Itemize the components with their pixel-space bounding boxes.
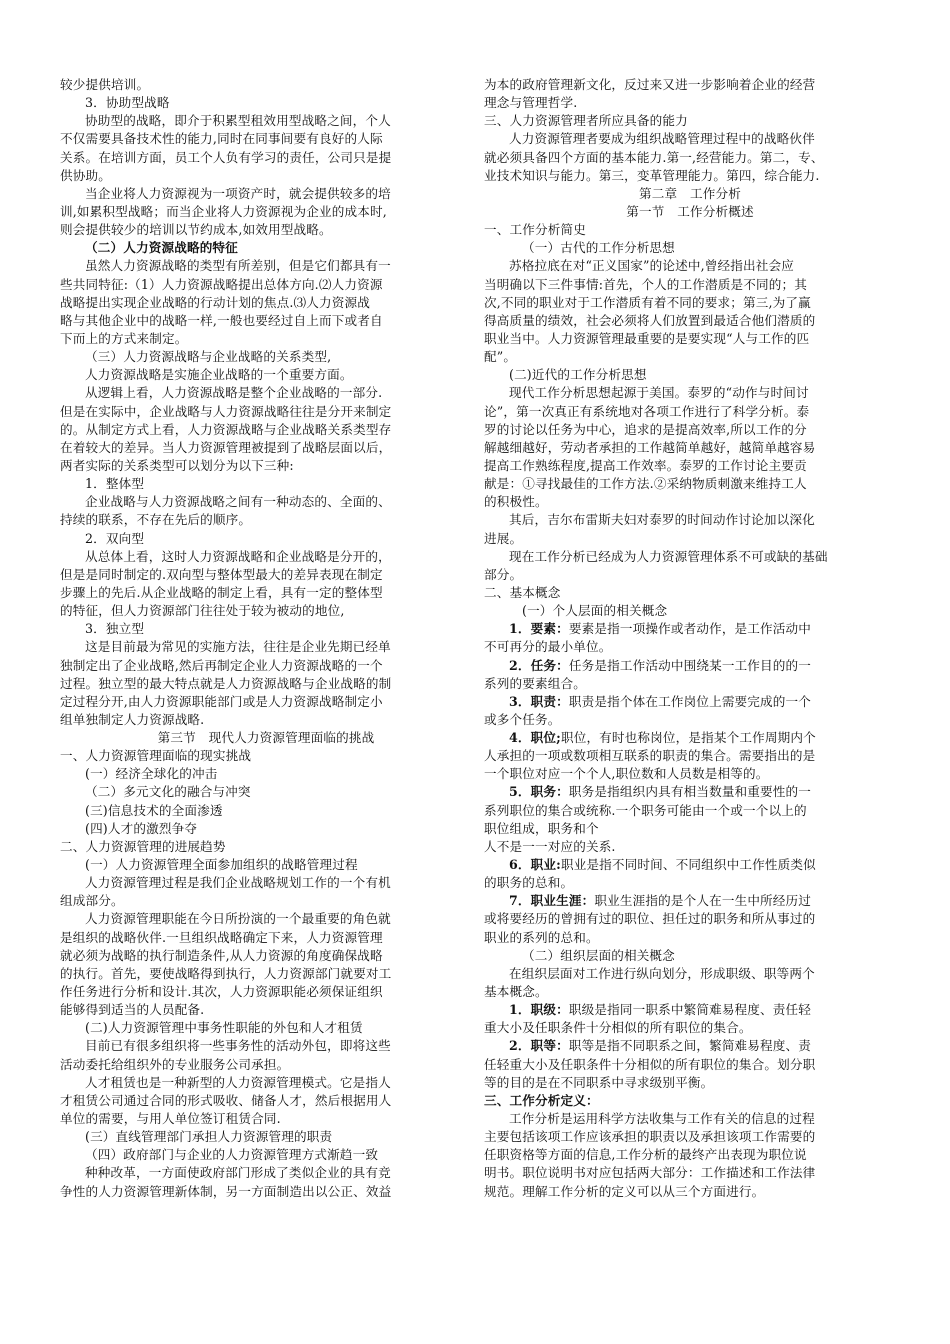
left-column-line: 训,如累积型战略；而当企业将人力资源视为企业的成本时,	[60, 203, 387, 219]
left-column-line: 争性的人力资源管理新体制，另一方面制造出以公正、效益	[60, 1183, 392, 1199]
left-column-line: 的特征，但人力资源部门往往处于较为被动的地位,	[60, 603, 345, 619]
left-column-line: 不仅需要具备技术性的能力,同时在同事间要有良好的人际	[60, 131, 383, 147]
term-definition: 职业生涯指的是个人在一生中所经历过	[594, 893, 812, 909]
right-column-line: 基本概念。	[484, 984, 548, 1000]
left-column-line: 从总体上看，这时人力资源战略和企业战略是分开的，	[85, 548, 391, 564]
right-column-line: 理念与管理哲学.	[484, 95, 578, 111]
right-column-line	[484, 729, 896, 747]
left-column-line: 3．独立型	[85, 621, 145, 637]
left-column-line: 战略提出实现企业战略的行动计划的焦点.⑶人力资源战	[60, 294, 371, 310]
right-column-line: (一）个人层面的相关概念	[522, 603, 668, 619]
right-column-line	[484, 1001, 896, 1019]
right-column-line: 就必须具备四个方面的基本能力.第一,经营能力。第二，专、	[484, 149, 824, 165]
left-column-line: 组成部分。	[60, 893, 124, 909]
right-column-line: 第二章 工作分析	[639, 185, 741, 201]
term-definition: 职业是指不同时间、不同组织中工作性质类似	[560, 857, 816, 873]
term-definition: 职位，有时也称岗位，是指某个工作周期内个	[560, 730, 816, 746]
term-definition: 任务是指工作活动中围绕某一工作目的的一	[568, 657, 812, 673]
right-column-line	[484, 693, 896, 711]
left-column-line: 下而上的方式来制定。	[60, 330, 188, 346]
left-column-line: 则会提供较少的培训以节约成本,如效用型战略。	[60, 222, 332, 238]
left-column-line: 就必须为战略的执行制造条件,从人力资源的角度确保战略	[60, 947, 383, 963]
right-column-line: 系列职位的集合或统称.一个职务可能由一个或一个以上的	[484, 802, 807, 818]
left-column-line: 才租赁公司通过合同的形式吸收、储备人才，然后根据用人	[60, 1092, 392, 1108]
left-column-line: 两者实际的关系类型可以划分为以下三种:	[60, 457, 294, 473]
left-column-line: 能够得到适当的人员配备.	[60, 1002, 205, 1018]
right-column-line: 任职资格等方面的信息,工作分析的最终产出表现为职位说	[484, 1147, 807, 1163]
left-column-line: 的执行。首先，要使战略得到执行，人力资源部门就要对工	[60, 965, 392, 981]
left-column-line: 持续的联系，不存在先后的顺序。	[60, 512, 252, 528]
left-column-line: 企业战略与人力资源战略之间有一种动态的、全面的、	[85, 494, 391, 510]
left-column-line: 过程。独立型的最大特点就是人力资源战略与企业战略的制	[60, 675, 392, 691]
right-column-line	[484, 1037, 896, 1055]
right-column-line: 一个职位对应一个个人,职位数和人员数是相等的。	[484, 766, 769, 782]
right-column-line: 第一节 工作分析概述	[626, 203, 754, 219]
right-text-column	[484, 76, 896, 1201]
right-column-line: 的职务的总和。	[484, 875, 574, 891]
term-label: 3．职责：	[509, 693, 569, 709]
left-column-line: 定过程分开,由人力资源职能部门或是人力资源战略制定小	[60, 693, 383, 709]
left-column-line: 是组织的战略伙伴.一旦组织战略确定下来，人力资源管理	[60, 929, 383, 945]
left-column-line: (一）人力资源管理全面参加组织的战略管理过程	[85, 857, 358, 873]
right-column-line: 现代工作分析思想起源于美国。泰罗的“动作与时间讨	[509, 385, 809, 401]
right-column-line: 二、基本概念	[484, 584, 561, 600]
term-definition: 职责是指个体在工作岗位上需要完成的一个	[568, 693, 812, 709]
right-column-line: 次,不同的职业对于工作潜质有着不同的要求；第三,为了赢	[484, 294, 811, 310]
right-column-line: 论”，第一次真正有系统地对各项工作进行了科学分析。泰	[484, 403, 810, 419]
left-column-line: 的。从制定方式上看，人力资源战略与企业战略关系类型存	[60, 421, 392, 437]
right-column-line: 等的目的是在不同职系中寻求级别平衡。	[484, 1074, 714, 1090]
right-column-line	[484, 783, 896, 801]
right-column-line: 系列的要素组合。	[484, 675, 586, 691]
right-column-line: 三、人力资源管理者所应具备的能力	[484, 113, 688, 129]
right-column-line: 重大小及任职条件十分相似的所有职位的集合。	[484, 1020, 752, 1036]
left-column-line: 3．协助型战略	[85, 95, 170, 111]
right-column-line: 职业当中。人力资源管理最重要的是要实现“人与工作的匹	[484, 330, 810, 346]
left-text-column	[60, 76, 472, 1201]
left-column-line: 1．整体型	[85, 476, 145, 492]
left-column-line: (三）直线管理部门承担人力资源管理的职责	[85, 1129, 333, 1145]
left-column-line: 目前已有很多组织将一些事务性的活动外包，即将这些	[85, 1038, 391, 1054]
right-column-line: 或多个任务。	[484, 711, 561, 727]
right-column-line: 苏格拉底在对“正义国家”的论述中,曾经指出社会应	[509, 258, 794, 274]
term-definition: 职级是指同一职系中繁简难易程度、责任轻	[568, 1002, 812, 1018]
right-column-line: 人力资源管理者要成为组织战略管理过程中的战略伙伴	[509, 131, 815, 147]
left-column-line: 些共同特征:（1）人力资源战略提出总体方向.⑵人力资源	[60, 276, 383, 292]
right-column-line: 一、工作分析简史	[484, 222, 586, 238]
left-column-line: 活动委托给组织外的专业服务公司承担。	[60, 1056, 290, 1072]
left-column-line: (二)人力资源管理中事务性职能的外包和人才租赁	[85, 1020, 363, 1036]
right-column-line: 或将要经历的曾拥有过的职位、担任过的职务和所从事过的	[484, 911, 816, 927]
term-label: 2．任务：	[509, 657, 569, 673]
term-definition: 职务是指组织内具有相当数量和重要性的一	[568, 784, 812, 800]
right-column-line: 规范。理解工作分析的定义可以从三个方面进行。	[484, 1183, 765, 1199]
right-column-line	[484, 892, 896, 910]
right-column-line: 的积极性。	[484, 494, 548, 510]
term-label: 7．职业生涯：	[509, 893, 595, 909]
right-column-line: 三、工作分析定义：	[484, 1092, 599, 1108]
left-column-line: 较少提供培训。	[60, 77, 150, 92]
left-column-line: 步骤上的先后.从企业战略的制定上看，具有一定的整体型	[60, 584, 383, 600]
left-column-line: 人力资源战略是实施企业战略的一个重要方面。	[85, 367, 353, 383]
right-column-line: 在组织层面对工作进行纵向划分，形成职级、职等两个	[509, 965, 815, 981]
term-definition: 要素是指一项操作或者动作，是工作活动中	[568, 621, 812, 637]
right-column-line: 当明确以下三件事情:首先，个人的工作潜质是不同的；其	[484, 276, 807, 292]
left-column-line: （二）多元文化的融合与冲突	[85, 784, 251, 800]
left-column-line: （四）政府部门与企业的人力资源管理方式渐趋一致	[85, 1147, 379, 1163]
left-column-line: 在着较大的差异。当人力资源管理被提到了战略层面以后，	[60, 439, 392, 455]
right-column-line: 为本的政府管理新文化，反过来又进一步影响着企业的经营	[484, 77, 816, 92]
right-column-line: 职业的系列的总和。	[484, 929, 599, 945]
left-column-line: 2．双向型	[85, 530, 145, 546]
left-column-line: 人力资源管理过程是我们企业战略规划工作的一个有机	[85, 875, 391, 891]
right-column-line: 任轻重大小及任职条件十分相似的所有职位的集合。划分职	[484, 1056, 816, 1072]
right-column-line: 得高质量的绩效，社会必须将人们放置到最适合他们潜质的	[484, 312, 816, 328]
left-column-line: （三）人力资源战略与企业战略的关系类型,	[85, 349, 332, 365]
right-column-line	[484, 856, 896, 874]
right-column-line: (二)近代的工作分析思想	[509, 367, 647, 383]
right-column-line: 配”。	[484, 349, 517, 365]
left-column-line: 独制定出了企业战略,然后再制定企业人力资源战略的一个	[60, 657, 383, 673]
right-column-line: 主要包括该项工作应该承担的职责以及承担该项工作需要的	[484, 1129, 816, 1145]
right-column-line: 罗的讨论以任务为中心，追求的是提高效率,所以工作的分	[484, 421, 807, 437]
left-column-line: (四)人才的激烈争夺	[85, 820, 198, 836]
right-column-line: 明书。职位说明书对应包括两大部分：工作描述和工作法律	[484, 1165, 816, 1181]
term-label: 4．职位;	[509, 730, 561, 746]
term-definition: 职等是指不同职系之间，繁简难易程度、责	[568, 1038, 812, 1054]
right-column-line: 不可再分的最小单位。	[484, 639, 612, 655]
right-column-line: 人承担的一项或数项相互联系的职责的集合。需要指出的是	[484, 748, 816, 764]
left-column-line: 略与其他企业中的战略一样,一般也要经过自上而下或者自	[60, 312, 383, 328]
left-column-line: （二）人力资源战略的特征	[85, 240, 238, 256]
left-column-line: 人才租赁也是一种新型的人力资源管理模式。它是指人	[85, 1074, 391, 1090]
right-column-line: 业技术知识与能力。第三，变革管理能力。第四，综合能力.	[484, 167, 820, 183]
term-label: 6．职业:	[509, 857, 561, 873]
right-column-line: 进展。	[484, 530, 523, 546]
right-column-line: 人不是一一对应的关系.	[484, 838, 616, 854]
left-column-line: 协助型的战略，即介于积累型租效用型战略之间，个人	[85, 113, 391, 129]
left-column-line: 人力资源管理职能在今日所扮演的一个最重要的角色就	[85, 911, 391, 927]
term-label: 1．职级：	[509, 1002, 569, 1018]
right-column-line: 解越细越好，劳动者承担的工作越简单越好，越简单越容易	[484, 439, 816, 455]
right-column-line	[484, 620, 896, 638]
left-column-line: 二、人力资源管理的进展趋势	[60, 838, 226, 854]
right-column-line: 提高工作熟练程度,提高工作效率。泰罗的工作讨论主要贡	[484, 457, 807, 473]
left-column-line: 但是是同时制定的.双向型与整体型最大的差异表现在制定	[60, 566, 383, 582]
left-column-line: 从逻辑上看，人力资源战略是整个企业战略的一部分.	[85, 385, 383, 401]
right-column-line: 其后，吉尔布雷斯夫妇对泰罗的时间动作讨论加以深化	[509, 512, 815, 528]
right-column-line: 部分。	[484, 566, 523, 582]
left-column-line: 供协助。	[60, 167, 111, 183]
right-column-line: 职位组成，职务和个	[484, 820, 599, 836]
left-column-line: 单位的需要，与用人单位签订租赁合同.	[60, 1111, 281, 1127]
right-column-line: 献是：①寻找最佳的工作方法.②采纳物质刺激来维持工人	[484, 476, 807, 492]
right-column-line: 工作分析是运用科学方法收集与工作有关的信息的过程	[509, 1111, 815, 1127]
term-label: 5．职务：	[509, 784, 569, 800]
left-column-line: 但是在实际中，企业战略与人力资源战略往往是分开来制定	[60, 403, 392, 419]
right-column-line: （一）古代的工作分析思想	[522, 240, 675, 256]
term-label: 2．职等：	[509, 1038, 569, 1054]
left-column-line: 作任务进行分析和设计.其次，人力资源职能必须保证组织	[60, 984, 383, 1000]
left-column-line: 组单独制定人力资源战略.	[60, 711, 205, 727]
right-column-line	[484, 657, 896, 675]
left-column-line: 这是目前最为常见的实施方法，往往是企业先期已经单	[85, 639, 391, 655]
left-column-line: 虽然人力资源战略的类型有所差别，但是它们都具有一	[85, 258, 391, 274]
left-column-line: 关系。在培训方面，员工个人负有学习的责任，公司只是提	[60, 149, 392, 165]
term-label: 1．要素：	[509, 621, 569, 637]
left-column-line: 当企业将人力资源视为一项资产时，就会提供较多的培	[85, 185, 391, 201]
right-column-line: （二）组织层面的相关概念	[522, 947, 675, 963]
left-column-line: 一、人力资源管理面临的现实挑战	[60, 748, 252, 764]
left-column-line: (一）经济全球化的冲击	[85, 766, 218, 782]
left-column-line: (三)信息技术的全面渗透	[85, 802, 223, 818]
right-column-line: 现在工作分析已经成为人力资源管理体系不可或缺的基础	[509, 548, 828, 564]
left-column-line: 种种改革，一方面使政府部门形成了类似企业的具有竞	[85, 1165, 391, 1181]
left-column-line: 第三节 现代人力资源管理面临的挑战	[157, 730, 375, 746]
